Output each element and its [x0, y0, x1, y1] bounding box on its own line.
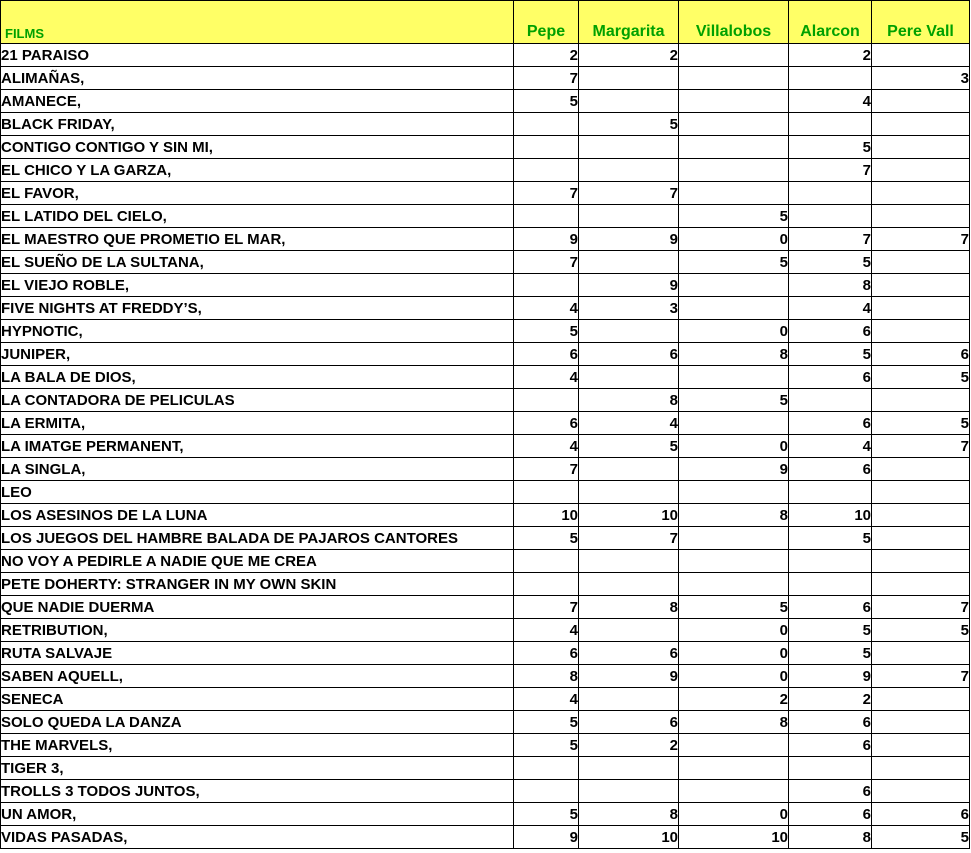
pepe-score-cell[interactable] [514, 274, 579, 297]
villalobos-score-cell[interactable] [679, 159, 789, 182]
pepe-score-cell[interactable]: 9 [514, 228, 579, 251]
alarcon-score-cell[interactable] [789, 757, 872, 780]
pepe-score-cell[interactable]: 5 [514, 711, 579, 734]
villalobos-score-cell[interactable] [679, 182, 789, 205]
villalobos-score-cell[interactable] [679, 412, 789, 435]
pere-vall-score-cell[interactable] [872, 780, 970, 803]
margarita-score-cell[interactable] [579, 320, 679, 343]
film-title-cell[interactable]: PETE DOHERTY: STRANGER IN MY OWN SKIN [1, 573, 514, 596]
villalobos-score-cell[interactable]: 0 [679, 642, 789, 665]
alarcon-score-cell[interactable]: 5 [789, 527, 872, 550]
villalobos-score-cell[interactable]: 2 [679, 688, 789, 711]
margarita-score-cell[interactable] [579, 780, 679, 803]
villalobos-score-cell[interactable]: 9 [679, 458, 789, 481]
margarita-score-cell[interactable] [579, 136, 679, 159]
table-row [1, 44, 970, 67]
film-title-cell[interactable]: THE MARVELS, [1, 734, 514, 757]
villalobos-score-cell[interactable] [679, 44, 789, 67]
pepe-score-cell[interactable]: 4 [514, 619, 579, 642]
margarita-score-cell[interactable]: 6 [579, 711, 679, 734]
alarcon-score-cell[interactable]: 5 [789, 251, 872, 274]
villalobos-score-cell[interactable]: 0 [679, 228, 789, 251]
margarita-score-cell[interactable] [579, 205, 679, 228]
villalobos-score-cell[interactable]: 8 [679, 711, 789, 734]
table-row [1, 757, 970, 780]
margarita-score-cell[interactable]: 3 [579, 297, 679, 320]
table-row [1, 596, 970, 619]
pere-vall-score-cell[interactable] [872, 136, 970, 159]
villalobos-score-cell[interactable] [679, 136, 789, 159]
table-row [1, 297, 970, 320]
film-title-cell[interactable]: EL LATIDO DEL CIELO, [1, 205, 514, 228]
pepe-score-cell[interactable] [514, 481, 579, 504]
pepe-score-cell[interactable]: 6 [514, 412, 579, 435]
margarita-score-cell[interactable]: 2 [579, 44, 679, 67]
film-title-cell[interactable]: LOS ASESINOS DE LA LUNA [1, 504, 514, 527]
margarita-score-cell[interactable] [579, 159, 679, 182]
film-title-cell[interactable]: CONTIGO CONTIGO Y SIN MI, [1, 136, 514, 159]
pepe-score-cell[interactable] [514, 780, 579, 803]
margarita-score-cell[interactable] [579, 688, 679, 711]
pere-vall-score-cell[interactable] [872, 642, 970, 665]
table-row [1, 550, 970, 573]
film-title-cell[interactable]: SENECA [1, 688, 514, 711]
pere-vall-score-cell[interactable] [872, 458, 970, 481]
villalobos-score-cell[interactable] [679, 734, 789, 757]
villalobos-score-cell[interactable] [679, 113, 789, 136]
margarita-score-cell[interactable]: 8 [579, 389, 679, 412]
film-title-cell[interactable]: EL MAESTRO QUE PROMETIO EL MAR, [1, 228, 514, 251]
pere-vall-score-cell[interactable] [872, 527, 970, 550]
pere-vall-score-cell[interactable] [872, 481, 970, 504]
margarita-score-cell[interactable] [579, 366, 679, 389]
alarcon-score-cell[interactable]: 9 [789, 665, 872, 688]
margarita-score-cell[interactable] [579, 619, 679, 642]
margarita-score-cell[interactable]: 9 [579, 665, 679, 688]
pere-vall-score-cell[interactable] [872, 711, 970, 734]
pepe-score-cell[interactable]: 5 [514, 527, 579, 550]
film-title-cell[interactable]: LA ERMITA, [1, 412, 514, 435]
villalobos-score-cell[interactable]: 0 [679, 803, 789, 826]
pepe-score-cell[interactable] [514, 573, 579, 596]
table-row [1, 504, 970, 527]
alarcon-score-cell[interactable]: 2 [789, 44, 872, 67]
table-row [1, 803, 970, 826]
pepe-score-cell[interactable] [514, 757, 579, 780]
villalobos-score-cell[interactable]: 5 [679, 205, 789, 228]
pepe-score-cell[interactable] [514, 113, 579, 136]
table-row [1, 619, 970, 642]
film-title-cell[interactable]: BLACK FRIDAY, [1, 113, 514, 136]
pere-vall-score-cell[interactable] [872, 251, 970, 274]
table-row [1, 182, 970, 205]
pepe-score-cell[interactable]: 6 [514, 343, 579, 366]
table-row [1, 90, 970, 113]
film-title-cell[interactable]: RUTA SALVAJE [1, 642, 514, 665]
column-header-margarita[interactable]: Margarita [579, 1, 679, 44]
villalobos-score-cell[interactable] [679, 757, 789, 780]
column-header-films[interactable]: FILMS [1, 1, 514, 44]
pere-vall-score-cell[interactable] [872, 44, 970, 67]
alarcon-score-cell[interactable]: 7 [789, 228, 872, 251]
pepe-score-cell[interactable]: 5 [514, 803, 579, 826]
film-title-cell[interactable]: NO VOY A PEDIRLE A NADIE QUE ME CREA [1, 550, 514, 573]
margarita-score-cell[interactable]: 9 [579, 274, 679, 297]
margarita-score-cell[interactable]: 4 [579, 412, 679, 435]
table-row [1, 435, 970, 458]
margarita-score-cell[interactable] [579, 550, 679, 573]
alarcon-score-cell[interactable] [789, 113, 872, 136]
pere-vall-score-cell[interactable]: 7 [872, 665, 970, 688]
table-row [1, 780, 970, 803]
pere-vall-score-cell[interactable]: 7 [872, 596, 970, 619]
villalobos-score-cell[interactable] [679, 67, 789, 90]
margarita-score-cell[interactable]: 6 [579, 642, 679, 665]
column-header-pere-vall[interactable]: Pere Vall [872, 1, 970, 44]
alarcon-score-cell[interactable]: 2 [789, 688, 872, 711]
alarcon-score-cell[interactable]: 10 [789, 504, 872, 527]
pepe-score-cell[interactable]: 4 [514, 688, 579, 711]
film-title-cell[interactable]: SOLO QUEDA LA DANZA [1, 711, 514, 734]
column-header-alarcon[interactable]: Alarcon [789, 1, 872, 44]
alarcon-score-cell[interactable]: 6 [789, 366, 872, 389]
table-row [1, 573, 970, 596]
margarita-score-cell[interactable]: 5 [579, 435, 679, 458]
film-title-cell[interactable]: UN AMOR, [1, 803, 514, 826]
film-title-cell[interactable]: LEO [1, 481, 514, 504]
alarcon-score-cell[interactable]: 6 [789, 803, 872, 826]
alarcon-score-cell[interactable]: 6 [789, 780, 872, 803]
film-title-cell[interactable]: HYPNOTIC, [1, 320, 514, 343]
villalobos-score-cell[interactable] [679, 297, 789, 320]
pere-vall-score-cell[interactable]: 5 [872, 412, 970, 435]
margarita-score-cell[interactable] [579, 573, 679, 596]
alarcon-score-cell[interactable] [789, 573, 872, 596]
villalobos-score-cell[interactable] [679, 780, 789, 803]
margarita-score-cell[interactable] [579, 251, 679, 274]
margarita-score-cell[interactable]: 7 [579, 182, 679, 205]
pepe-score-cell[interactable]: 7 [514, 251, 579, 274]
alarcon-score-cell[interactable] [789, 550, 872, 573]
villalobos-score-cell[interactable]: 5 [679, 251, 789, 274]
table-row [1, 251, 970, 274]
header-row [1, 1, 970, 44]
film-title-cell[interactable]: LA IMATGE PERMANENT, [1, 435, 514, 458]
pepe-score-cell[interactable] [514, 159, 579, 182]
margarita-score-cell[interactable]: 10 [579, 504, 679, 527]
pepe-score-cell[interactable]: 2 [514, 44, 579, 67]
pere-vall-score-cell[interactable] [872, 757, 970, 780]
film-title-cell[interactable]: EL CHICO Y LA GARZA, [1, 159, 514, 182]
table-row [1, 734, 970, 757]
margarita-score-cell[interactable]: 6 [579, 343, 679, 366]
alarcon-score-cell[interactable]: 8 [789, 274, 872, 297]
film-title-cell[interactable]: RETRIBUTION, [1, 619, 514, 642]
pepe-score-cell[interactable]: 8 [514, 665, 579, 688]
table-row [1, 113, 970, 136]
pere-vall-score-cell[interactable]: 6 [872, 343, 970, 366]
table-row [1, 274, 970, 297]
table-row [1, 826, 970, 849]
pepe-score-cell[interactable]: 5 [514, 734, 579, 757]
villalobos-score-cell[interactable]: 0 [679, 665, 789, 688]
alarcon-score-cell[interactable]: 6 [789, 711, 872, 734]
pepe-score-cell[interactable]: 7 [514, 182, 579, 205]
villalobos-score-cell[interactable]: 8 [679, 504, 789, 527]
pere-vall-score-cell[interactable] [872, 159, 970, 182]
margarita-score-cell[interactable] [579, 90, 679, 113]
alarcon-score-cell[interactable]: 7 [789, 159, 872, 182]
pepe-score-cell[interactable]: 4 [514, 297, 579, 320]
film-title-cell[interactable]: AMANECE, [1, 90, 514, 113]
film-title-cell[interactable]: LA BALA DE DIOS, [1, 366, 514, 389]
pere-vall-score-cell[interactable]: 5 [872, 619, 970, 642]
pere-vall-score-cell[interactable] [872, 205, 970, 228]
pere-vall-score-cell[interactable]: 7 [872, 435, 970, 458]
table-row [1, 205, 970, 228]
table-row [1, 389, 970, 412]
alarcon-score-cell[interactable]: 5 [789, 642, 872, 665]
alarcon-score-cell[interactable]: 6 [789, 320, 872, 343]
pere-vall-score-cell[interactable]: 6 [872, 803, 970, 826]
alarcon-score-cell[interactable] [789, 481, 872, 504]
film-title-cell[interactable]: LOS JUEGOS DEL HAMBRE BALADA DE PAJAROS CANTORES [1, 527, 514, 550]
villalobos-score-cell[interactable]: 8 [679, 343, 789, 366]
table-row [1, 67, 970, 90]
film-title-cell[interactable]: SABEN AQUELL, [1, 665, 514, 688]
film-title-cell[interactable]: ALIMAÑAS, [1, 67, 514, 90]
film-title-cell[interactable]: LA SINGLA, [1, 458, 514, 481]
film-title-cell[interactable]: TIGER 3, [1, 757, 514, 780]
pere-vall-score-cell[interactable] [872, 550, 970, 573]
table-row [1, 343, 970, 366]
alarcon-score-cell[interactable]: 4 [789, 435, 872, 458]
pepe-score-cell[interactable] [514, 389, 579, 412]
margarita-score-cell[interactable]: 2 [579, 734, 679, 757]
margarita-score-cell[interactable]: 10 [579, 826, 679, 849]
alarcon-score-cell[interactable] [789, 205, 872, 228]
pepe-score-cell[interactable]: 4 [514, 435, 579, 458]
pepe-score-cell[interactable] [514, 550, 579, 573]
pepe-score-cell[interactable]: 6 [514, 642, 579, 665]
pepe-score-cell[interactable]: 7 [514, 596, 579, 619]
film-title-cell[interactable]: TROLLS 3 TODOS JUNTOS, [1, 780, 514, 803]
alarcon-score-cell[interactable] [789, 182, 872, 205]
pere-vall-score-cell[interactable] [872, 113, 970, 136]
margarita-score-cell[interactable]: 5 [579, 113, 679, 136]
table-body [1, 44, 970, 849]
margarita-score-cell[interactable] [579, 757, 679, 780]
alarcon-score-cell[interactable]: 5 [789, 619, 872, 642]
villalobos-score-cell[interactable] [679, 90, 789, 113]
alarcon-score-cell[interactable]: 4 [789, 90, 872, 113]
table-row [1, 228, 970, 251]
pere-vall-score-cell[interactable] [872, 504, 970, 527]
pepe-score-cell[interactable]: 7 [514, 67, 579, 90]
table-row [1, 366, 970, 389]
table-row [1, 458, 970, 481]
pere-vall-score-cell[interactable] [872, 688, 970, 711]
villalobos-score-cell[interactable]: 5 [679, 596, 789, 619]
film-title-cell[interactable]: JUNIPER, [1, 343, 514, 366]
villalobos-score-cell[interactable] [679, 274, 789, 297]
margarita-score-cell[interactable] [579, 481, 679, 504]
film-title-cell[interactable]: VIDAS PASADAS, [1, 826, 514, 849]
pere-vall-score-cell[interactable] [872, 320, 970, 343]
alarcon-score-cell[interactable] [789, 67, 872, 90]
villalobos-score-cell[interactable]: 0 [679, 320, 789, 343]
villalobos-score-cell[interactable] [679, 527, 789, 550]
table-row [1, 481, 970, 504]
film-title-cell[interactable]: EL VIEJO ROBLE, [1, 274, 514, 297]
villalobos-score-cell[interactable] [679, 366, 789, 389]
alarcon-score-cell[interactable]: 4 [789, 297, 872, 320]
margarita-score-cell[interactable] [579, 67, 679, 90]
pere-vall-score-cell[interactable]: 5 [872, 826, 970, 849]
margarita-score-cell[interactable]: 7 [579, 527, 679, 550]
table-row [1, 320, 970, 343]
table-row [1, 642, 970, 665]
table-row [1, 688, 970, 711]
pepe-score-cell[interactable]: 10 [514, 504, 579, 527]
table-row [1, 412, 970, 435]
villalobos-score-cell[interactable] [679, 550, 789, 573]
pere-vall-score-cell[interactable] [872, 90, 970, 113]
table-row [1, 136, 970, 159]
pepe-score-cell[interactable]: 9 [514, 826, 579, 849]
villalobos-score-cell[interactable]: 0 [679, 435, 789, 458]
pere-vall-score-cell[interactable] [872, 734, 970, 757]
table-row [1, 527, 970, 550]
alarcon-score-cell[interactable]: 6 [789, 412, 872, 435]
film-title-cell[interactable]: FIVE NIGHTS AT FREDDY’S, [1, 297, 514, 320]
pepe-score-cell[interactable]: 5 [514, 320, 579, 343]
alarcon-score-cell[interactable]: 5 [789, 343, 872, 366]
film-title-cell[interactable]: EL FAVOR, [1, 182, 514, 205]
villalobos-score-cell[interactable] [679, 573, 789, 596]
film-title-cell[interactable]: EL SUEÑO DE LA SULTANA, [1, 251, 514, 274]
table-row [1, 665, 970, 688]
pere-vall-score-cell[interactable] [872, 573, 970, 596]
villalobos-score-cell[interactable]: 0 [679, 619, 789, 642]
margarita-score-cell[interactable]: 9 [579, 228, 679, 251]
alarcon-score-cell[interactable]: 8 [789, 826, 872, 849]
column-header-villalobos[interactable]: Villalobos [679, 1, 789, 44]
alarcon-score-cell[interactable]: 6 [789, 458, 872, 481]
film-title-cell[interactable]: LA CONTADORA DE PELICULAS [1, 389, 514, 412]
pepe-score-cell[interactable]: 7 [514, 458, 579, 481]
column-header-pepe[interactable]: Pepe [514, 1, 579, 44]
pepe-score-cell[interactable] [514, 136, 579, 159]
villalobos-score-cell[interactable] [679, 481, 789, 504]
table-row [1, 711, 970, 734]
alarcon-score-cell[interactable]: 6 [789, 596, 872, 619]
table-row [1, 159, 970, 182]
pere-vall-score-cell[interactable] [872, 274, 970, 297]
alarcon-score-cell[interactable]: 5 [789, 136, 872, 159]
pere-vall-score-cell[interactable]: 3 [872, 67, 970, 90]
film-title-cell[interactable]: QUE NADIE DUERMA [1, 596, 514, 619]
pere-vall-score-cell[interactable]: 5 [872, 366, 970, 389]
pepe-score-cell[interactable] [514, 205, 579, 228]
film-title-cell[interactable]: 21 PARAISO [1, 44, 514, 67]
margarita-score-cell[interactable]: 8 [579, 596, 679, 619]
pere-vall-score-cell[interactable] [872, 389, 970, 412]
pere-vall-score-cell[interactable] [872, 297, 970, 320]
pere-vall-score-cell[interactable] [872, 182, 970, 205]
alarcon-score-cell[interactable]: 6 [789, 734, 872, 757]
margarita-score-cell[interactable] [579, 458, 679, 481]
villalobos-score-cell[interactable]: 10 [679, 826, 789, 849]
pepe-score-cell[interactable]: 4 [514, 366, 579, 389]
pepe-score-cell[interactable]: 5 [514, 90, 579, 113]
villalobos-score-cell[interactable]: 5 [679, 389, 789, 412]
margarita-score-cell[interactable]: 8 [579, 803, 679, 826]
pere-vall-score-cell[interactable]: 7 [872, 228, 970, 251]
alarcon-score-cell[interactable] [789, 389, 872, 412]
